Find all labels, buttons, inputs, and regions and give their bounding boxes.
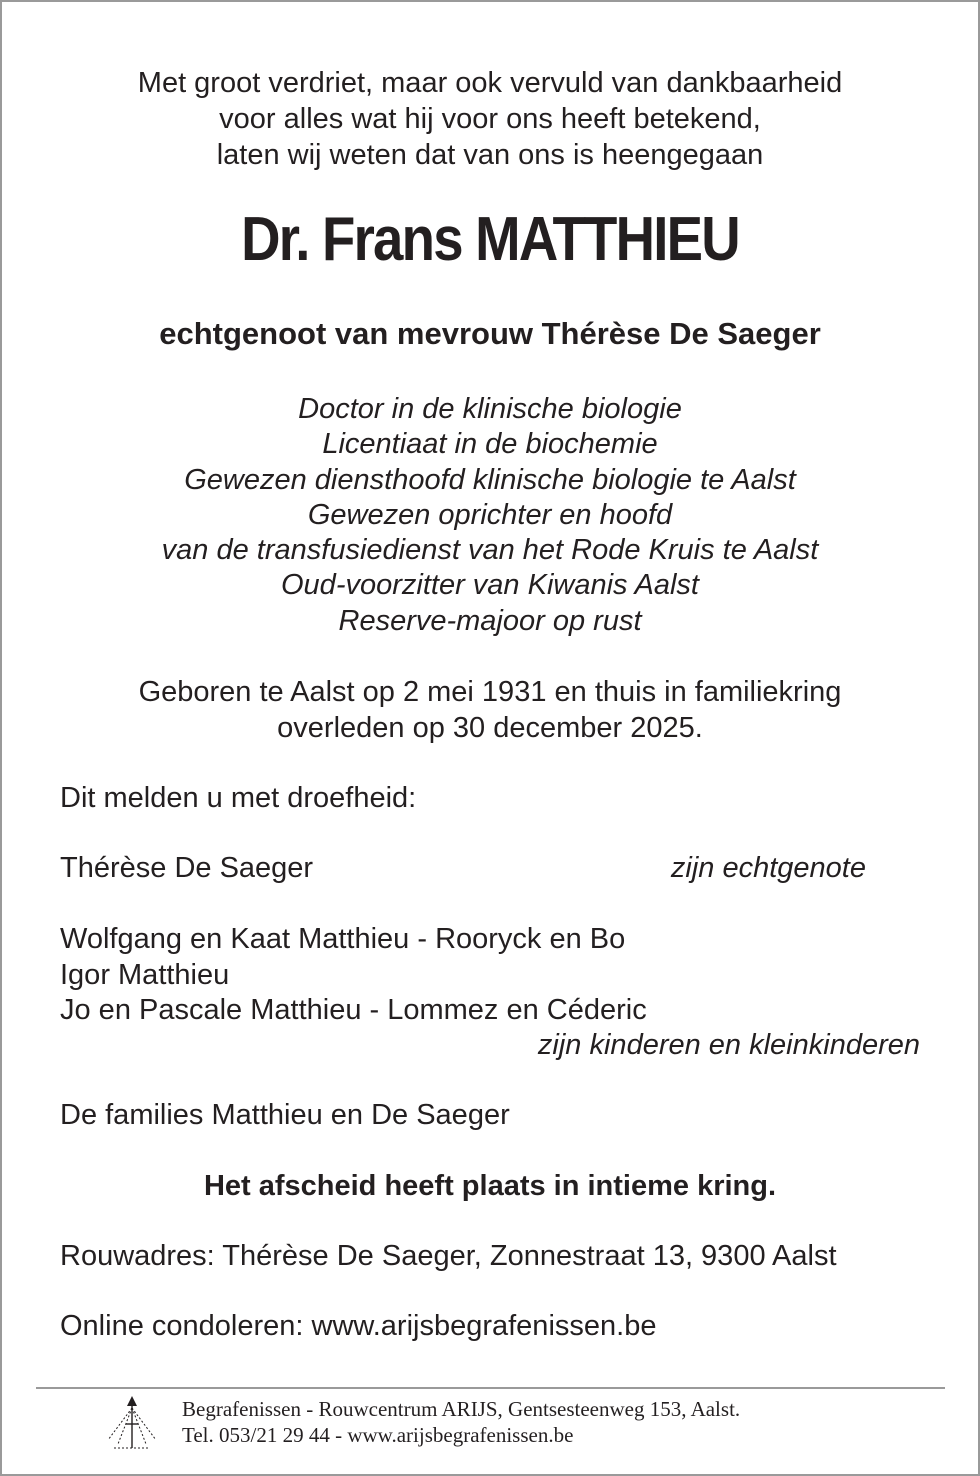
footer-divider [36, 1387, 945, 1389]
title-item: van de transfusiedienst van het Rode Kruis te Aalst [161, 534, 819, 567]
spouse-role: zijn echtgenote [670, 852, 866, 884]
title-item: Oud-voorzitter van Kiwanis Aalst [281, 569, 699, 602]
funeral-home-logo-icon [104, 1394, 160, 1452]
intro-line: laten wij weten dat van ons is heengegaan [216, 139, 764, 171]
spouse-line: echtgenoot van mevrouw Thérèse De Saeger [159, 316, 821, 351]
deceased-name: Dr. Frans MATTHIEU [241, 205, 739, 274]
intro-text [2, 65, 978, 173]
farewell-notice: Het afscheid heeft plaats in intieme kring. [203, 1170, 777, 1202]
footer-contact [182, 1396, 740, 1448]
mourning-address: Rouwadres: Thérèse De Saeger, Zonnestraat 13, 9300 Aalst [60, 1240, 837, 1272]
titles-list [2, 392, 978, 639]
children-role: zijn kinderen en kleinkinderen [537, 1029, 920, 1061]
footer-line: Tel. 053/21 29 44 - www.arijsbegrafenissen.be [182, 1423, 574, 1447]
title-item: Gewezen diensthoofd klinische biologie te Aalst [184, 463, 796, 496]
dates-line: Geboren te Aalst op 2 mei 1931 en thuis in familiekring [138, 676, 842, 708]
dates-line: overleden op 30 december 2025. [277, 712, 703, 744]
title-item: Doctor in de klinische biologie [298, 393, 682, 425]
spouse-name: Thérèse De Saeger [60, 852, 314, 884]
families-line: De families Matthieu en De Saeger [60, 1099, 510, 1131]
title-item: Licentiaat in de biochemie [322, 428, 658, 461]
footer-line: Begrafenissen - Rouwcentrum ARIJS, Gentsesteenweg 153, Aalst. [182, 1397, 741, 1421]
title-item: Reserve-majoor op rust [338, 604, 642, 637]
birth-death-dates [2, 674, 978, 746]
intro-line: Met groot verdriet, maar ook vervuld van dankbaarheid [137, 67, 843, 99]
title-item: Gewezen oprichter en hoofd [307, 498, 673, 531]
child-entry: Igor Matthieu [60, 958, 230, 991]
child-entry: Jo en Pascale Matthieu - Lommez en Céderic [60, 994, 647, 1026]
children-list [60, 922, 647, 1029]
announcement: Dit melden u met droefheid: [60, 782, 417, 814]
intro-line: voor alles wat hij voor ons heeft betekend, [219, 103, 761, 135]
online-condolence: Online condoleren: www.arijsbegrafenissen.be [60, 1310, 657, 1342]
child-entry: Wolfgang en Kaat Matthieu - Rooryck en Bo [60, 923, 626, 955]
